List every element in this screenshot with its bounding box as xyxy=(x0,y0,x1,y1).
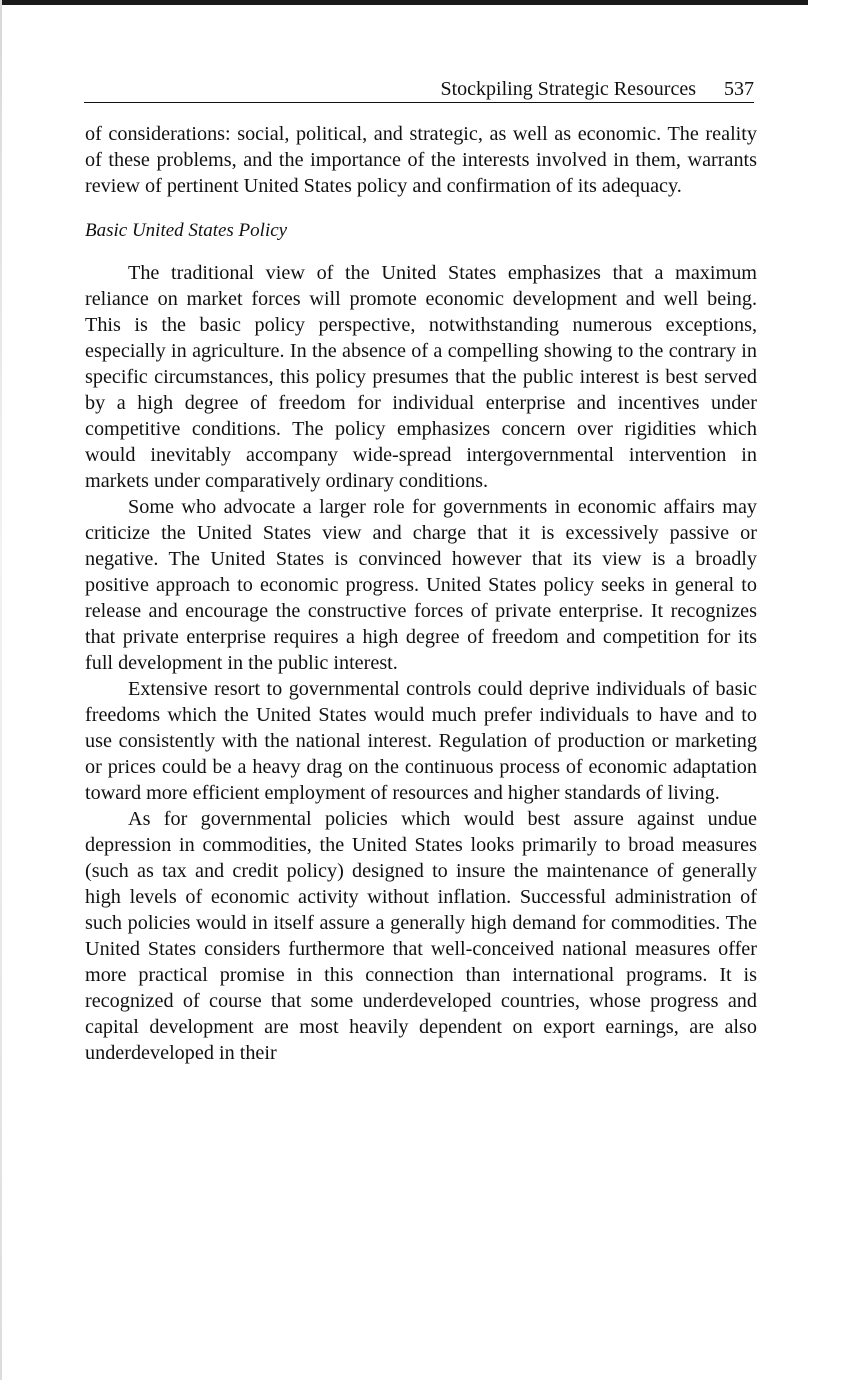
running-title: Stockpiling Strategic Resources xyxy=(440,78,696,100)
scan-top-edge-bar xyxy=(0,0,808,5)
paragraph-governmental-controls: Extensive resort to governmental controls could deprive individuals of basic freedoms which the United States would much prefer individuals to have and to use consistently with the national interest. Regulation of production or marketing or prices could be a heavy drag on the continuous process of economic adaptation toward more efficient employment of resources and higher standards of living. xyxy=(85,678,757,804)
running-head xyxy=(84,76,754,103)
paragraph-traditional-view: The traditional view of the United States emphasizes that a maximum reliance on market forces will promote economic development and well being. This is the basic policy perspective, notwithstanding numerous exceptions, especially in agriculture. In the absence of a compelling showing to the contrary in specific circumstances, this policy presumes that the public interest is best served by a high degree of freedom for individual enterprise and incentives under competitive conditions. The policy emphasizes concern over rigidities which would inevitably accompany wide-spread intergovernmental intervention in markets under comparatively ordinary conditions. xyxy=(85,262,757,492)
scan-left-edge xyxy=(0,0,2,1380)
paragraph-larger-role: Some who advocate a larger role for governments in economic affairs may criticize the United States view and charge that it is excessively passive or negative. The United States is convinced however that its view is a broadly positive approach to economic progress. United States policy seeks in general to release and encourage the constructive forces of private enterprise. It recognizes that private enterprise requires a high degree of freedom and competition for its full development in the public interest. xyxy=(85,496,757,674)
page-number: 537 xyxy=(724,78,754,100)
opening-paragraph: of considerations: social, political, and strategic, as well as economic. The reality of these problems, and the importance of the interests involved in them, warrants review of pertinent United States policy and confirmation of its adequacy. xyxy=(85,123,757,197)
body-text xyxy=(85,121,757,1066)
section-heading: Basic United States Policy xyxy=(85,220,288,241)
paragraph-governmental-policies: As for governmental policies which would best assure against undue depression in commodities, the United States looks primarily to broad measures (such as tax and credit policy) designed to insure the maintenance of generally high levels of economic activity without inflation. Successful administration of such policies would in itself assure a generally high demand for commodities. The United States considers furthermore that well-conceived national measures offer more practical promise in this connection than international programs. It is recognized of course that some underdeveloped countries, whose progress and capital development are most heavily dependent on export earnings, are also underdeveloped in their xyxy=(85,808,757,1064)
